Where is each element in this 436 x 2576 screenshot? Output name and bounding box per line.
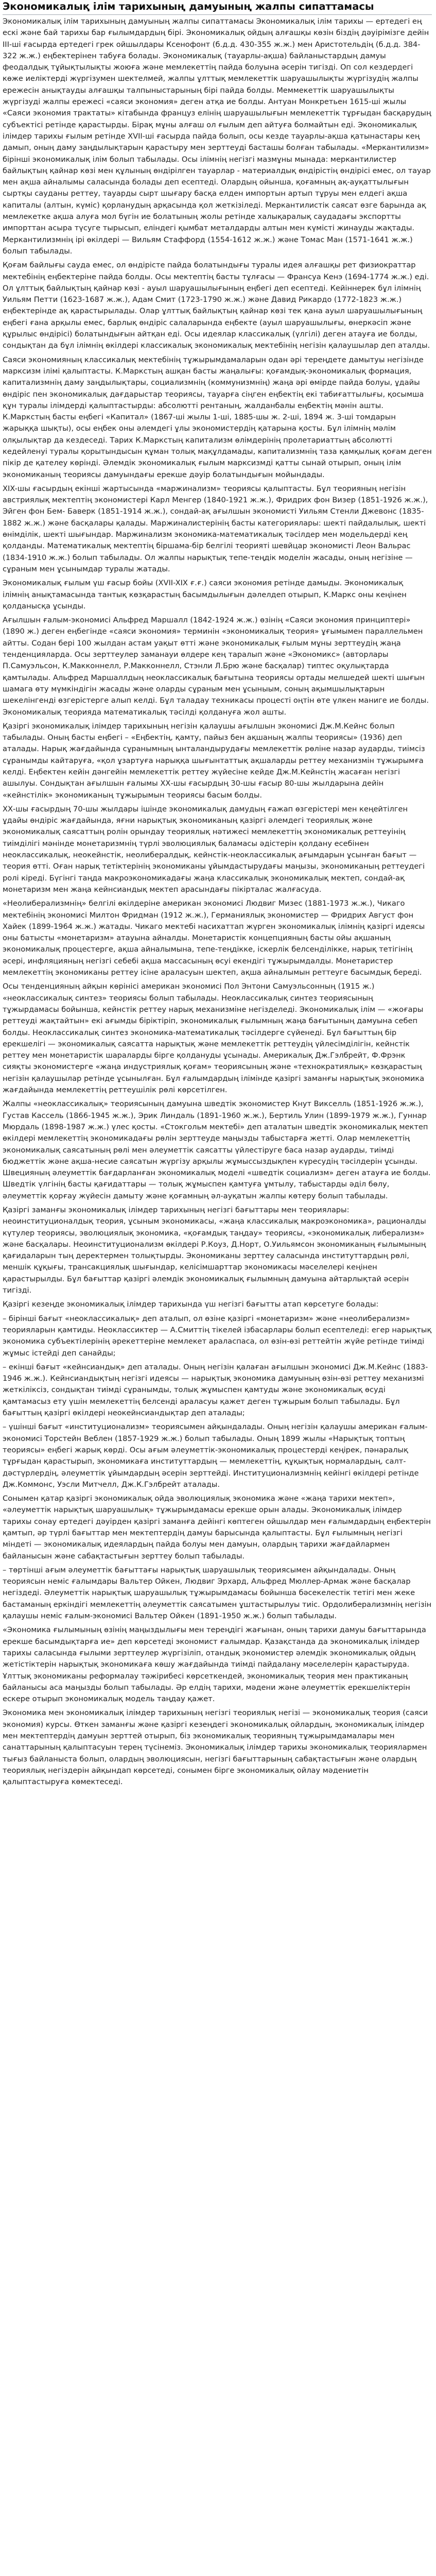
list-paragraph: – төртінші ағым әлеуметтік бағыттағы нарықтық шаруашылық теориясымен айқындалады. Оның теориясын неміс ғалымдары Вальтер Ойкен, Людвиг Эрхард, Альфред Мюллер-Армак және басқалар негіздеді. Әлеуметтік нарықтық шаруашылық тұжырымдамасы бойынша бәсекелестік тетігі мен жеке бастаманың еркіндігі мемлекеттің әлеуметтік саясатымен ұштастырылуы тиіс. Ордолиберализмнің негізін қалаушы неміс ғалым-экономисі Вальтер Ойкен (1891-1950 ж.ж.) болып табылады. <box>3 1565 432 1621</box>
paragraph: Экономикалық ғылым үш ғасыр бойы (XVII-XIX ғ.ғ.) саяси экономия ретінде дамыды. Экономикалық ілімнің анықтамасында тантық көзқарастың басымдылығын дәлелдеп отырып, К.Маркс оны кеңінен қолданысқа ұсынды. <box>3 579 407 611</box>
paragraph: Қазіргі заманғы экономикалық ілімдер тарихының негізгі бағыттары мен теориялары: неоинституционалдық теория, ұсыным экономикасы, «жаңа классикалық макроэкономика», рационалды күтулер теориясы, эволюциялық экономика, «қоғамдық таңдау» теориясы, «экономикалық либерализм» және басқалары. Неоинституционализм өкілдері Р.Коуз, Д.Норт, О.Уильямсон экономиканың ғылымының қағидаларын тың деректермен толықтырды. Экономиканы зерттеу саласында институттардың рөлі, меншік құқығы, трансакциялық шығындар, келісімшарттар экономикасы мәселелері кеңінен қарастырылды. Бұл бағыттар қазіргі әлемдік экономикалық ғылымның дамуына айтарлықтай әсерін тигізді. <box>3 1205 426 1295</box>
paragraph: Қазіргі кезеңде экономикалық ілімдер тарихында үш негізгі бағытты атап көрсетуге болады: <box>3 1300 379 1309</box>
list-paragraph: – үшінші бағыт «институционализм» теориясымен айқындалады. Оның негізін қалаушы американ ғалым-экономисі Торстейн Веблен (1857-1929 ж.ж.) болып табылады. Оның 1899 жылы «Нарықтық топтың теориясы» еңбегі жарық көрді. Осы ағым әлеуметтік-экономикалық процестерді кеңірек, пәнаралық тұрғыдан қарастырып, экономикаға институттардың — мемлекеттің, құқықтық нормалардың, салт-дәстүрлердің, әлеуметтік ұйымдардың әсерін зерттейді. Институционализмнің кейінгі өкілдері ретінде Дж.Коммонс, Уэсли Митчелл, Дж.К.Гэлбрейт аталады. <box>3 1422 428 1489</box>
paragraph: Экономика мен экономикалық ілімдер тарихының негізгі теориялық негізі — экономикалық теория (саяси экономия) курсы. Өткен заманғы және қазіргі кезеңдегі экономикалық ойлардың, экономикалық ілімдер мен мектептердің дамуын зерттей отырып, біз экономикалық теорияның тұжырымдамалары мен санаттарының қалыптасуын терең түсінеміз. Экономикалық ілімдер тарихы экономикалық теориялармен тығыз байланыста болып, олардың эволюциясын, негізгі бағыттарының сабақтастығын және олардың теориялық негіздерін айқындап көрсетеді, сонымен бірге экономикалық ойлау мәдениетін қалыптастыруға көмектеседі. <box>3 1708 428 1787</box>
article-body <box>3 16 432 1788</box>
paragraph: Экономикалық ілім тарихының дамуының жалпы сипаттамасы Экономикалық ілім тарихы — ертедегі ең ескі және бай тарихы бар ғылымдардың бірі. Экономикалық ойдың алғашқы көзін біздің дәуірімізге дейін IІІ-ші ғасырда ертедегі грек ойшылдары Ксенофонт (б.д.д. 430-355 ж.ж.) мен Аристотельдің (б.д.д. 384-322 ж.ж.) еңбектерінен табуға болады. Экономикалық (тауарлы-ақша) байланыстардың дамуы феодалдық тұйықтылықты жоюға және мемлекеттің пайда болуына әсерін тигізді. Оп сол кездердегі көже иеліктерді жүргізумен шектелмей, жалпы ұлттық мемлекеттік шаруашылықты жүргізудің жалпы ережесін анықтауды алғашқы талпыныстарының бірі пайда болды. Меммекеттік шаруашылықты жүргізуді жалпы ережесі «саяси экономия» деген атқа ие болды. Антуан Монкретьен 1615-ші жылы «Саяси экономия трактаты» кітабында француз елінің шаруашылығын мемлекеттік тұрғыдан басқарудың субъектісі ретінде қарастырды. Бірақ мұны алғаш ол ғылым деп айтуға болмайтын еді. Экономикалық ілімдер тарихы ғылым ретінде XVII-ші ғасырда пайда болып, осы кезде тауарлы-ақша қатынастары кең дамып, оның даму заңдылықтарын қарастыру мен зерттеуді басташы болған табылады. «Меркантилизм» бірінші экономикалық ілім болып табылады. Осы ілімнің негізгі мазмұны мынада: меркантилистер байлықтың қайнар көзі мен құлының өндірілген тауарлар - материалдық өндірістің өндірісі емес, ол тауар мен ақша айналымы саласында болады деп есептеді. Олардың ойынша, қоғамның ақ-ауқаттылығын сыртқы сауданы реттеу, тауарды сырт шығару басқа елден импортын артып тұруы мен елдегі ақша капиталы (алтын, күміс) қорланудың арқасында қол жеткізіледі. Меркантилистік саясат өзге барында ақ мемлекетке ақша алуға мол бүгін ие болатының жолы ретінде халықаралық саудадағы экспортты импорттан асыра түсуге тырысып, еліндегі қымбат металдарды алтын мен күмісті жинауды жақтады. Меркантилизмнің ірі өкілдері — Вильям Стаффорд (1554-1612 ж.ж.) және Томас Ман (1571-1641 ж.ж.) болып табылады. <box>3 17 431 256</box>
article-title: Экономикалық ілім тарихының дамуының жалпы сипаттамасы <box>3 1 374 12</box>
list-paragraph: – бірінші бағыт «неоклассикалық» деп аталып, ол өзіне қазіргі «монетаризм» және «неолиберализм» теорияларын қамтиды. Неоклассиктер — А.Смиттің тікелей ізбасарлары болып есептеледі: егер нарықтық экономика субъектілерінің әрекеттеріне мемлекет араласпаса, ол өзін-өзі реттейтін жүйе ретінде тиімді жұмыс істейді деп санайды; <box>3 1314 432 1358</box>
paragraph: «Неолиберализмнің» белгілі өкілдеріне американ экономисі Людвиг Мизес (1881-1973 ж.ж.), Чикаго мектебінің экономисі Милтон Фридман (1912 ж.ж.), Германиялық экономистер — Фридрих Август фон Хайек (1899-1964 ж.ж.) жатады. Чикаго мектебі насихаттап жүрген экономикалық ілімнің қазіргі идеясы оны батысты «монетаризм» атауына айналды. Монетаристік концепцияның басты ойы ақшаның экономикалық процестерге, ақша айналымына, тепе-теңдікке, іскерлік белсенділікке, нарық тетігінің әсері, инфляцияның негізгі себебі ақша массасының өсуі екендігі тұжырымдалды. Монетаристер мемлекеттің экономиканы реттеу ісіне араласуын шектеп, ақша айналымын реттеуге басымдық береді. <box>3 899 425 977</box>
paragraph: Қазіргі экономикалық ілімдер тарихының негізін қалаушы ағылшын экономисі Дж.М.Кейнс болып табылады. Оның басты еңбегі – «Еңбектің, қамту, пайыз бен ақшаның жалпы теориясы» (1936) деп аталады. Нарық жағдайында сұранымның ынталандырудағы мемлекеттік рөліне назар аударды, тиімсіз сұранымды кайтаруға, «қол ұзартуға нарыққа шығынтаттық ақшаларды реттеу механизмін тұжырымға келді. Еңбектен кейін дәнгейін мемлекеттік реттеу жүйесіне кейде Дж.М.Кейнстің жасаған негізгі ашылуы. Сондықтан ағылшын ғалымы ХХ-шы ғасырдың 30-шы ғасыр 80-шы жылдарына дейін «кейнстілік» экономиканың тұжырымын теориясы басым болды. <box>3 721 425 800</box>
list-paragraph: – екінші бағыт «кейнсиандық» деп аталады. Оның негізін қалаған ағылшын экономисі Дж.М.Кейнс (1883-1946 ж.ж.). Кейнсиандықтың негізгі идеясы — нарықтық экономика дамуының өзін-өзі реттеу механизмі жеткіліксіз, сондықтан тиімді сұранымды, толық жұмыспен қамтуды және экономикалық өсуді қамтамасыз ету үшін мемлекеттің белсенді араласуы қажет деген тұжырым болып табылады. Бұл бағыттың қазіргі өкілдері неокейнсиандықтар деп аталады; <box>3 1362 428 1418</box>
paragraph: Саяси экономияның классикалық мектебінің тұжырымдамаларын одан әрі тереңдете дамытуы негізінде марксизм ілімі қалыптасты. К.Маркстың ашқан басты жаңалығы: қоғамдық-экономикалық формация, капитализмнің даму заңдылықтары, социализмнің (коммунизмнің) жаңа әрі өмірде пайда болуы, ұдайы өндіріс пен экономикалық дағдарыстар теориясы, тауарға сіңген еңбектің екі табиғаттылығы, қосымша құн туралы ілімдерді қалыптастырды: абсолютті рентаның, жалданбалы еңбектің мәнін ашты. К.Маркстың басты еңбегі «Капитал» (1867-ші жылы 1-ші, 1885-шы ж. 2-ші, 1894 ж. 3-ші томдарын жарыққа шықты), осы еңбек оны әлемдегі ұлы экономистердің қатарына қосты. Бұл ілімнің мәлім олқылықтар да кездеседі. Тарих К.Маркстың капитализм өлімдерінің пролетариаттың абсолютті кедейленуі туралы қорытындысын құман толық мақұлдамады, капитализмнің таза қамқылық қоғам деген пікір де қателеу көрінді. Әлемдік экономикалық ғылым марксизмді қатты сынай отырып, оның ілім экономиканың теориясы дамуындағы ерекше дәуір болатындығын мойындады. <box>3 355 432 479</box>
paragraph: Қоғам байлығы сауда емес, ол өндірісте пайда болатындығы туралы идея алғашқы рет физиократтар мектебінің еңбектеріне пайда болды. Осы мектептің басты тұлғасы — Франсуа Кенэ (1694-1774 ж.ж.) еді. Ол ұлттық байлықтың қайнар көзі - ауыл шаруашылығының еңбегі деп есептеді. Кейіннерек бұл ілімнің Уильям Петти (1623-1687 ж.ж.), Адам Смит (1723-1790 ж.ж.) және Давид Рикардо (1772-1823 ж.ж.) еңбектерінде ақ қарастырылады. Олар ұлттық байлықтың қайнар көзі тек қана ауыл шаруашылығының еңбегі ғана арқылы емес, барлық өндіріс салаларында еңбекте (ауыл шаруашылығы, өнеркәсіп және құрылыс өндірісі) болатындығын айтқан еді. Осы идеялар классикалық (үлгілі) деген атауға ие болды, сондықтан да бұл ілімнің өкілдері классикалық экономикалық мектебінің негізін қалаушылар деп аталды. <box>3 261 430 350</box>
title-divider <box>3 14 432 15</box>
paragraph: Сонымен қатар қазіргі экономикалық ойда эволюциялық экономика және «жаңа тарихи мектеп», «әлеуметтік нарықтық шаруашылық» тұжырымдамасы ерекше орын алады. Экономикалық ілімдер тарихы сонау ертедегі дәуірден қазіргі заманға дейінгі көптеген ойшылдар мен ғалымдардың еңбектерін қамтып, әр түрлі бағыттар мен мектептердің дамуы барысында қалыптасты. Бұл ғылымның негізгі міндеті — экономикалық идеялардың пайда болуы мен дамуын, олардың тарихи жағдайлармен байланысын және сабақтастығын зерттеу болып табылады. <box>3 1494 431 1561</box>
paragraph: ХХ-шы ғасырдың 70-шы жылдары ішінде экономикалық дамудың ғажап өзгерістері мен кеңейтілген ұдайы өндіріс жағдайында, яғни нарықтық экономиканың қазіргі әлемдегі теориялық және экономикалық саясаттың ролін орындау теориялық нәтижесі мемлекеттің экономикалық реттеуінің тиімділігі мәнінде монетаризмнің түрлі эволюциялық баламасы әдістерін қолдану есебінен неоклассикалық, неокейнстік, неолибералдық, кейнстік-неоклассикалық ағымдарын ұсынған бағыт — теория өтті. Оған нарық тетіктерінің экономиканы ұйымдастырудағы маңызы, экономиканың реттеудегі ролі кіреді. Бүгінгі таңда макроэкономикадағы жаңа классикалық экономикалық мектеп, сондай-ақ монетаризм мен жаңа кейнсиандық мектеп арасындағы пікірталас жалғасуда. <box>3 804 425 894</box>
paragraph: «Экономика ғылымының өзінің маңыздылығы мен тереңдігі жағынан, оның тарихи дамуы бағыттарында ерекше басымдықтарға ие» деп көрсетеді экономист ғалымдар. Қазақстанда да экономикалық ілімдер тарихы саласында ғылыми зерттеулер жүргізіліп, отандық экономистер әлемдік экономикалық ойдың жетістіктерін нарықтық экономикаға көшу жағдайында тиімді пайдалану мәселелерін қарастыруда. Ұлттық экономиканы реформалау тәжірибесі көрсеткендей, экономикалық теория мен практиканың байланысы аса маңызды болып табылады. Әр елдің тарихи, мәдени және әлеуметтік ерекшеліктерін ескере отырып экономикалық модель таңдау қажет. <box>3 1625 426 1704</box>
paragraph: Осы тенденцияның айқын көрінісі американ экономисі Пол Энтони Самуэльсонның (1915 ж.) «неоклассикалық синтез» теориясы болып табылады. Неоклассикалық синтез теориясының тұжырдамасы бойынша, кейнстік реттеу нарық механизміне негізделеді. Экономикалық ілім — «жоғары реттеуді жақтайтын» екі ағымды біріктіріп, экономикалық ғылымның жаңа бағытының дамуына себеп болды. Неоклассикалық синтез экономика-математикалық тәсілдерге сүйенеді. Бұл бағыттың бір ерекшелігі — экономикалық саясатта нарықтық және мемлекеттік реттеудің үйлесімділігін, кейнстік реттеу мен монетаристік шараларды бірге қолдануды ұсынады. Америкалық Дж.Гэлбрейт, Ф.Фрэнк сияқты экономистерге «жаңа индустриялық қоғам» теориясының және «технократиялық» көзқарастың негізін қалаушылар ретінде ұсынылған. Бұл ғалымдардың ілімінде қазіргі заманғы нарықтық экономика жағдайында мемлекеттің реттеушілік рөлі көрсетілген. <box>3 982 425 1095</box>
paragraph: Жалпы «неоклассикалық» теориясының дамуына шведтік экономистер Кнут Викселль (1851-1926 ж.ж.), Густав Кассель (1866-1945 ж.ж.), Эрик Линдаль (1891-1960 ж.ж.), Бертиль Улин (1899-1979 ж.ж.), Гуннар Мюрдаль (1898-1987 ж.ж.) үлес қосты. «Стокгольм мектебі» деп аталатын шведтік экономикалық мектеп өкілдері мемлекеттің экономикадағы рөлін зерттеуде маңызды табыстарға жетті. Олар мемлекеттің экономикалық саясатының рөлі мен әлеуметтік саясатты үйлестіруге баса назар аударды, тиімді бюджеттік және ақша-несие саясатын жүргізу арқылы жұмыссыздықпен күресудің тәсілдерін ұсынды. Швецияның әлеуметтік бағдарланған экономикалық моделі «шведтік социализм» деген атауға ие болды. Шведтік үлгінің басты қағидаттары — толық жұмыспен қамтуға ұмтылу, табыстарды әділ бөлу, әлеуметтік қорғау жүйесін дамыту және қоғамның әл-ауқатын жалпы көтеру болып табылады. <box>3 1099 431 1200</box>
paragraph: XIX-шы ғасырдың екінші жартысында «маржинализм» теориясы қалыптасты. Бұл теорияның негізін австриялық мектептің экономистері Карл Менгер (1840-1921 ж.ж.), Фридрих фон Визер (1851-1926 ж.ж.), Эйген фон Бем- Баверк (1851-1914 ж.ж.), сондай-ақ ағылшын экономисті Уильям Стенли Джевонс (1835-1882 ж.ж.) және басқалары қалады. Маржиналистерінің басты категориялары: шекті пайдалылық, шекті өнімділік, шекті шығындар. Маржинализм экономика-математикалық тәсілдер мен модельдерді кең қолданды. Математикалық мектептің біршама-бір белгілі теорияті шевйцар экономисті Леон Вальрас (1834-1910 ж.ж.) болып табылады. Ол жалпы нарықтық тепе-теңдік моделін жасады, оның негізіне — сұраным мен ұсынымдар туралы жатады. <box>3 484 428 573</box>
paragraph: Ағылшын ғалым-экономисі Альфред Маршалл (1842-1924 ж.ж.) өзінің «Саяси экономия принциптері» (1890 ж.) деген еңбегінде «саяси экономия» терминін «экономикалық теория» ұғымымен параллельмен айтты. Содан бері 100 жылдан астам уақыт өтті және экономикалық ғылым мұны зерттеудің жаңа тенденцияларда. Осы зерттеулер заманауи өлдере кең таралып және «Экономикс» (авторлары П.Самуэльсон, К.Макконнелл, Р.Макконнелл, Стэнли Л.Брю және басқалар) типтес оқулықтарда қамтылады. Альфред Маршаллдың неоклассикалық бағытына теориясы ортады мелшедей шекті шығын шамага өту мүмкіндігін жасады және оларды сұраным мен ұсыныым, соның ақымшылықтарын шекелінгенді өзгерістерге алып келді. Бұл таладау техникасы процесті оңтін өте үлкен маниге ие болды. Экономикалық теорияда математикалық тәсілді қолдануға жол ашты. <box>3 616 429 717</box>
